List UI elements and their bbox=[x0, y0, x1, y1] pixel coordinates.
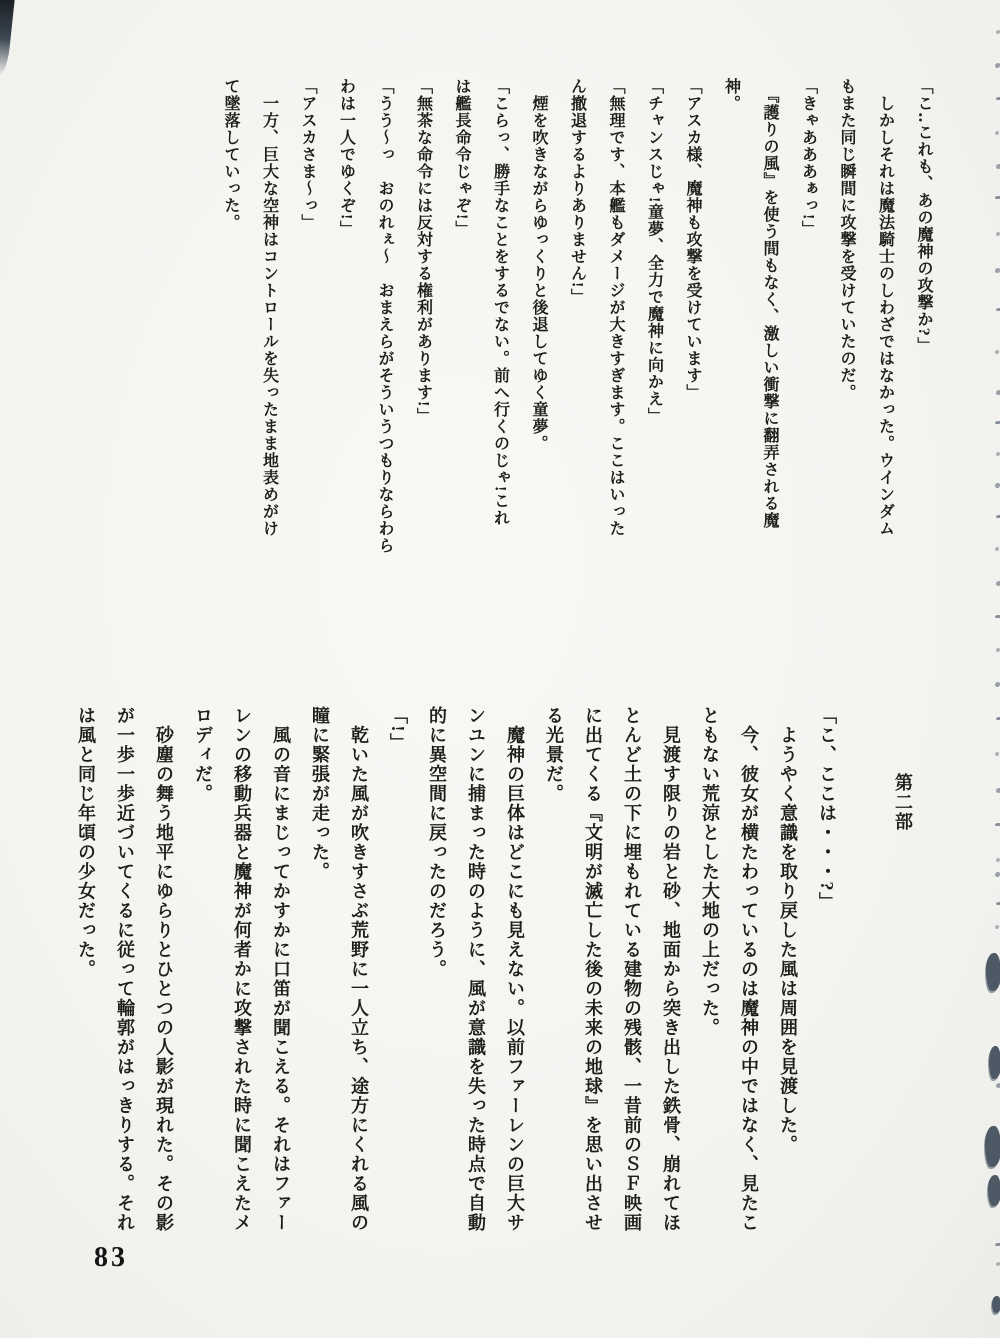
scan-blob bbox=[988, 1175, 1000, 1206]
text-column: ようやく意識を取り戻した風は周囲を見渡した。 bbox=[778, 706, 798, 1155]
text-column: ともない荒涼とした大地の上だった。 bbox=[700, 706, 720, 1038]
scan-blob bbox=[992, 1296, 1000, 1313]
text-column: 瞳に緊張が走った。 bbox=[310, 706, 330, 882]
scan-speck bbox=[996, 648, 1000, 652]
scan-speck bbox=[995, 872, 1000, 877]
text-column: 乾いた風が吹きすさぶ荒野に一人立ち、途方にくれる風の bbox=[349, 706, 369, 1233]
scan-speck bbox=[996, 1262, 1000, 1266]
scan-speck bbox=[995, 925, 999, 929]
text-column: 風の音にまじってかすかに口笛が聞こえる。それはファー bbox=[271, 706, 291, 1233]
text-column: 「!」 bbox=[388, 706, 408, 753]
text-column: 魔神の巨体はどこにも見えない。以前ファーレンの巨大サ bbox=[505, 706, 525, 1233]
text-column: とんど土の下に埋もれている建物の残骸、一昔前のＳＦ映画 bbox=[622, 706, 642, 1233]
scan-speck bbox=[995, 196, 1000, 199]
text-column: は艦長命令じゃぞ!」 bbox=[453, 78, 470, 238]
scan-speck bbox=[996, 232, 1000, 236]
page-number: 83 bbox=[94, 1242, 128, 1273]
scan-speck bbox=[995, 350, 999, 354]
scan-blob bbox=[986, 953, 1000, 991]
scan-speck bbox=[995, 268, 1000, 273]
text-column: は風と同じ年頃の少女だった。 bbox=[76, 706, 96, 979]
text-column: 「無茶な命令には反対する権利があります!」 bbox=[414, 78, 432, 425]
text-column: 「アスカさま〜っ」 bbox=[299, 78, 316, 231]
scan-speck bbox=[996, 1083, 1000, 1088]
scan-speck bbox=[995, 483, 1000, 488]
text-column: 「うう〜っ おのれぇ〜 おまえらがそういうつもりならわら bbox=[376, 78, 393, 554]
scan-speck bbox=[995, 752, 999, 756]
scan-speck bbox=[995, 131, 999, 135]
scan-speck bbox=[996, 164, 1000, 169]
scan-speck bbox=[995, 421, 1000, 424]
text-column: 「こ‥これも、あの魔神の攻撃か?」 bbox=[915, 78, 932, 354]
scan-speck bbox=[995, 63, 1000, 68]
text-column: る光景だ。 bbox=[544, 706, 564, 804]
text-column: わは一人でゆくぞ!」 bbox=[337, 78, 355, 238]
scan-speck bbox=[996, 902, 1000, 905]
text-column: 今、彼女が横たわっているのは魔神の中ではなく、見たこ bbox=[739, 706, 759, 1233]
scan-speck bbox=[996, 581, 1000, 586]
text-column: 「きゃあああぁっ!」 bbox=[799, 78, 817, 238]
text-column: に出てくる『文明が滅亡した後の未来の地球』を思い出させ bbox=[583, 706, 603, 1233]
text-column: レンの移動兵器と魔神が何者かに攻撃された時に聞こえたメ bbox=[232, 706, 252, 1233]
story-block-part1 bbox=[211, 78, 943, 570]
text-column: 一方、巨大な空神はコントロールを失ったまま地表めがけ bbox=[260, 78, 278, 537]
text-column: 「こ、ここは・・・?」 bbox=[817, 706, 837, 912]
text-column: もまた同じ瞬間に攻撃を受けていたのだ。 bbox=[838, 78, 855, 401]
text-column: 的に異空間に戻ったのだろう。 bbox=[427, 706, 447, 979]
scan-speck bbox=[996, 30, 1000, 34]
text-column: 見渡す限りの岩と砂、地面から突き出した鉄骨、崩れてほ bbox=[661, 706, 681, 1233]
story-block-part2 bbox=[66, 706, 922, 1246]
text-column: 「無理です、本艦もダメージが大きすぎます。ここはいった bbox=[607, 78, 624, 537]
text-column: て墜落していった。 bbox=[222, 78, 239, 231]
scan-speck bbox=[995, 547, 999, 551]
scan-speck bbox=[996, 390, 1000, 395]
scan-speck bbox=[995, 1243, 1000, 1246]
text-column: が一歩一歩近づいてくるに従って輪郭がはっきりする。それ bbox=[115, 706, 135, 1233]
scan-speck bbox=[996, 308, 1000, 311]
scan-speck bbox=[996, 858, 1000, 862]
scan-blob bbox=[989, 1046, 1000, 1079]
text-column: ん撤退するよりありません!」 bbox=[568, 78, 586, 306]
scan-blob bbox=[985, 1126, 1000, 1167]
text-column: 「アスカ様、魔神も攻撃を受けています」 bbox=[684, 78, 701, 401]
text-column: 砂塵の舞う地平にゆらりとひとつの人影が現れた。その影 bbox=[154, 706, 174, 1233]
text-column: 煙を吹きながらゆっくりと後退してゆく童夢。 bbox=[530, 78, 547, 452]
text-column: 「こらっ、勝手なことをするでない。前へ行くのじゃ!これ bbox=[491, 78, 509, 527]
scan-speck bbox=[996, 515, 1000, 518]
text-column: 『護りの風』を使う間もなく、激しい衝撃に翻弄される魔 bbox=[761, 78, 778, 529]
scan-speck bbox=[996, 717, 1000, 720]
scan-speck bbox=[996, 788, 1000, 793]
text-column: ロディだ。 bbox=[193, 706, 213, 804]
text-column: しかしそれは魔法騎士のしわざではなかった。ウインダム bbox=[876, 78, 894, 537]
text-column: 神。 bbox=[722, 78, 740, 112]
scan-speck bbox=[995, 615, 1000, 618]
scan-speck bbox=[996, 97, 1000, 100]
scan-speck bbox=[996, 452, 1000, 456]
scan-corner-artifact bbox=[0, 0, 15, 77]
section-heading: 第二部 bbox=[893, 773, 913, 832]
text-column: ンユンに捕まった時のように、風が意識を失った時点で自動 bbox=[466, 706, 486, 1233]
scan-speck bbox=[995, 823, 1000, 826]
text-column: 「チャンスじゃ!童夢、全力で魔神に向かえ」 bbox=[645, 78, 663, 425]
scan-speck bbox=[995, 682, 1000, 687]
